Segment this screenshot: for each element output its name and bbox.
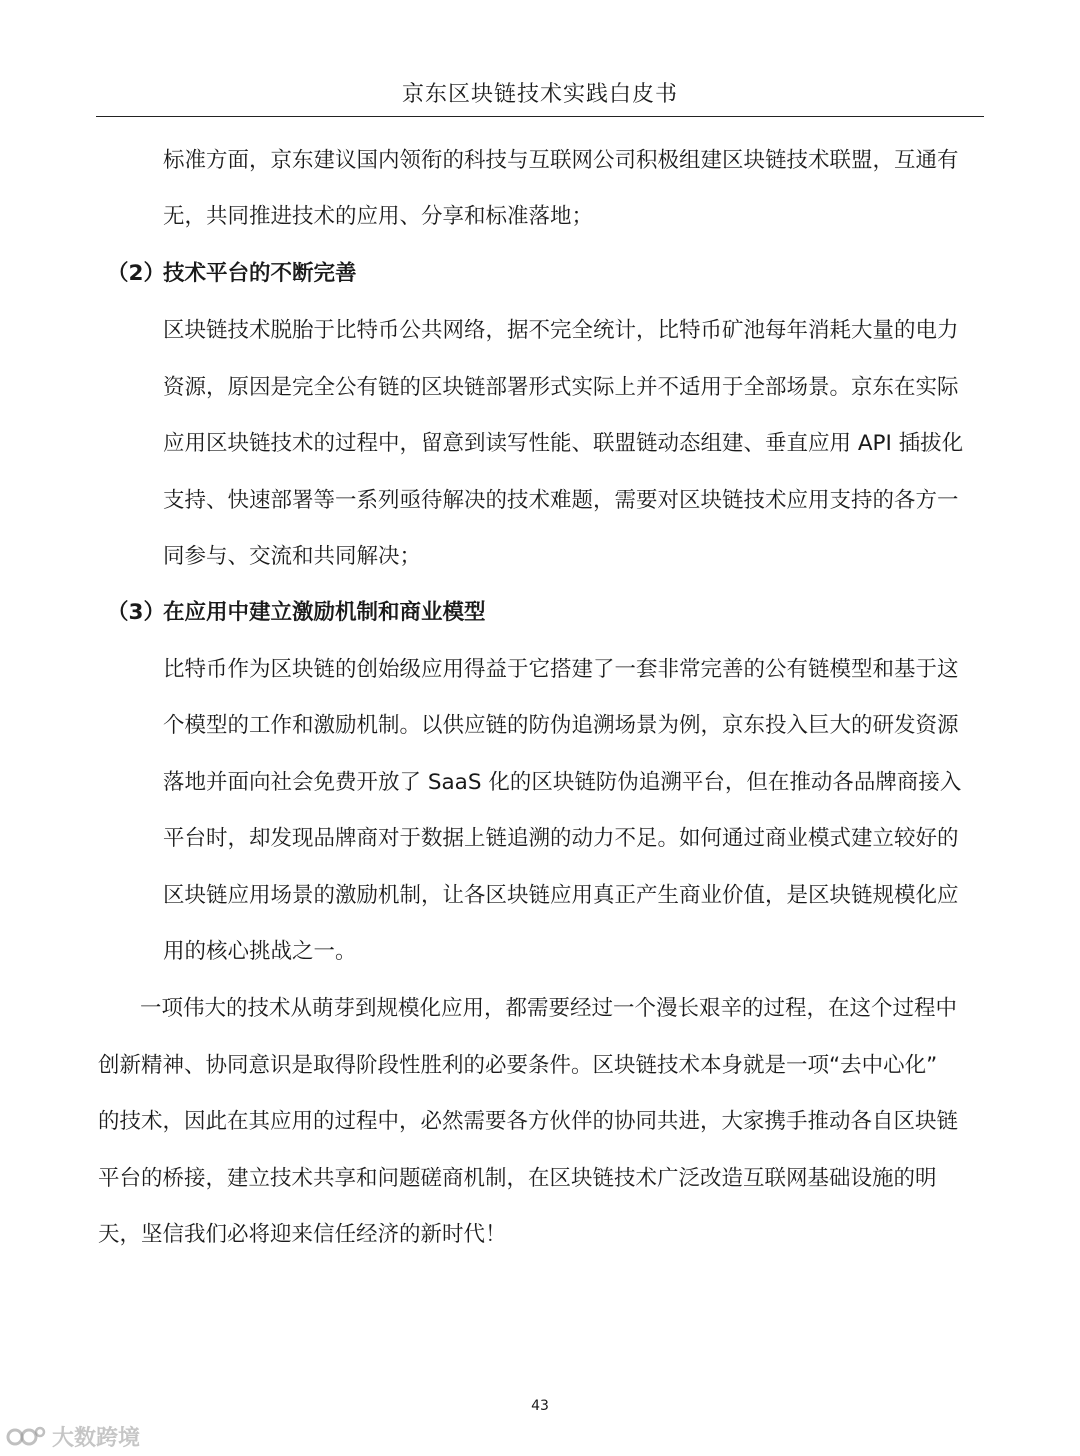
page-header-title: 京东区块链技术实践白皮书 [401,82,678,107]
section-title: 在应用中建立激励机制和商业模型 [163,600,486,625]
body-text-line: 比特币作为区块链的创始级应用得益于它搭建了一套非常完善的公有链模型和基于这 [163,657,959,682]
body-text-line: 的技术，因此在其应用的过程中，必然需要各方伙伴的协同共进，大家携手推动各自区块链 [98,1109,959,1134]
body-text-line: 平台的桥接，建立技术共享和问题磋商机制，在区块链技术广泛改造互联网基础设施的明 [98,1166,937,1191]
body-text-line: 用的核心挑战之一。 [163,939,357,964]
header-divider [96,116,984,117]
body-text-line: 个模型的工作和激励机制。以供应链的防伪追溯场景为例，京东投入巨大的研发资源 [163,713,959,738]
body-text-line: 区块链应用场景的激励机制，让各区块链应用真正产生商业价值，是区块链规模化应 [163,883,959,908]
brand-logo-icon [6,1423,46,1449]
body-text-line: 创新精神、协同意识是取得阶段性胜利的必要条件。区块链技术本身就是一项“去中心化” [98,1053,938,1078]
section-title: 技术平台的不断完善 [163,261,357,286]
body-text-line: 落地并面向社会免费开放了 SaaS 化的区块链防伪追溯平台，但在推动各品牌商接入 [163,770,962,795]
body-text-line: 无，共同推进技术的应用、分享和标准落地； [163,204,594,229]
section-heading [107,259,357,289]
watermark [6,1420,140,1452]
watermark-text: 大数跨境 [52,1425,141,1451]
body-text-line: 应用区块链技术的过程中，留意到读写性能、联盟链动态组建、垂直应用 API 插拔化 [163,431,964,456]
body-text-line: 平台时，却发现品牌商对于数据上链追溯的动力不足。如何通过商业模式建立较好的 [163,826,959,851]
section-number: （2） [107,261,165,286]
body-text-line: 标准方面，京东建议国内领衔的科技与互联网公司积极组建区块链技术联盟，互通有 [163,148,959,173]
body-text-line: 资源，原因是完全公有链的区块链部署形式实际上并不适用于全部场景。京东在实际 [163,375,959,400]
body-text-line: 区块链技术脱胎于比特币公共网络，据不完全统计，比特币矿池每年消耗大量的电力 [163,318,959,343]
body-text-line: 天，坚信我们必将迎来信任经济的新时代！ [98,1222,507,1247]
body-text-line: 同参与、交流和共同解决； [163,544,422,569]
body-text-line: 一项伟大的技术从萌芽到规模化应用，都需要经过一个漫长艰辛的过程，在这个过程中 [140,996,958,1021]
section-number: （3） [107,600,165,625]
body-text-line: 支持、快速部署等一系列亟待解决的技术难题，需要对区块链技术应用支持的各方一 [163,488,959,513]
page-number: 43 [531,1398,549,1414]
section-heading [107,598,486,628]
